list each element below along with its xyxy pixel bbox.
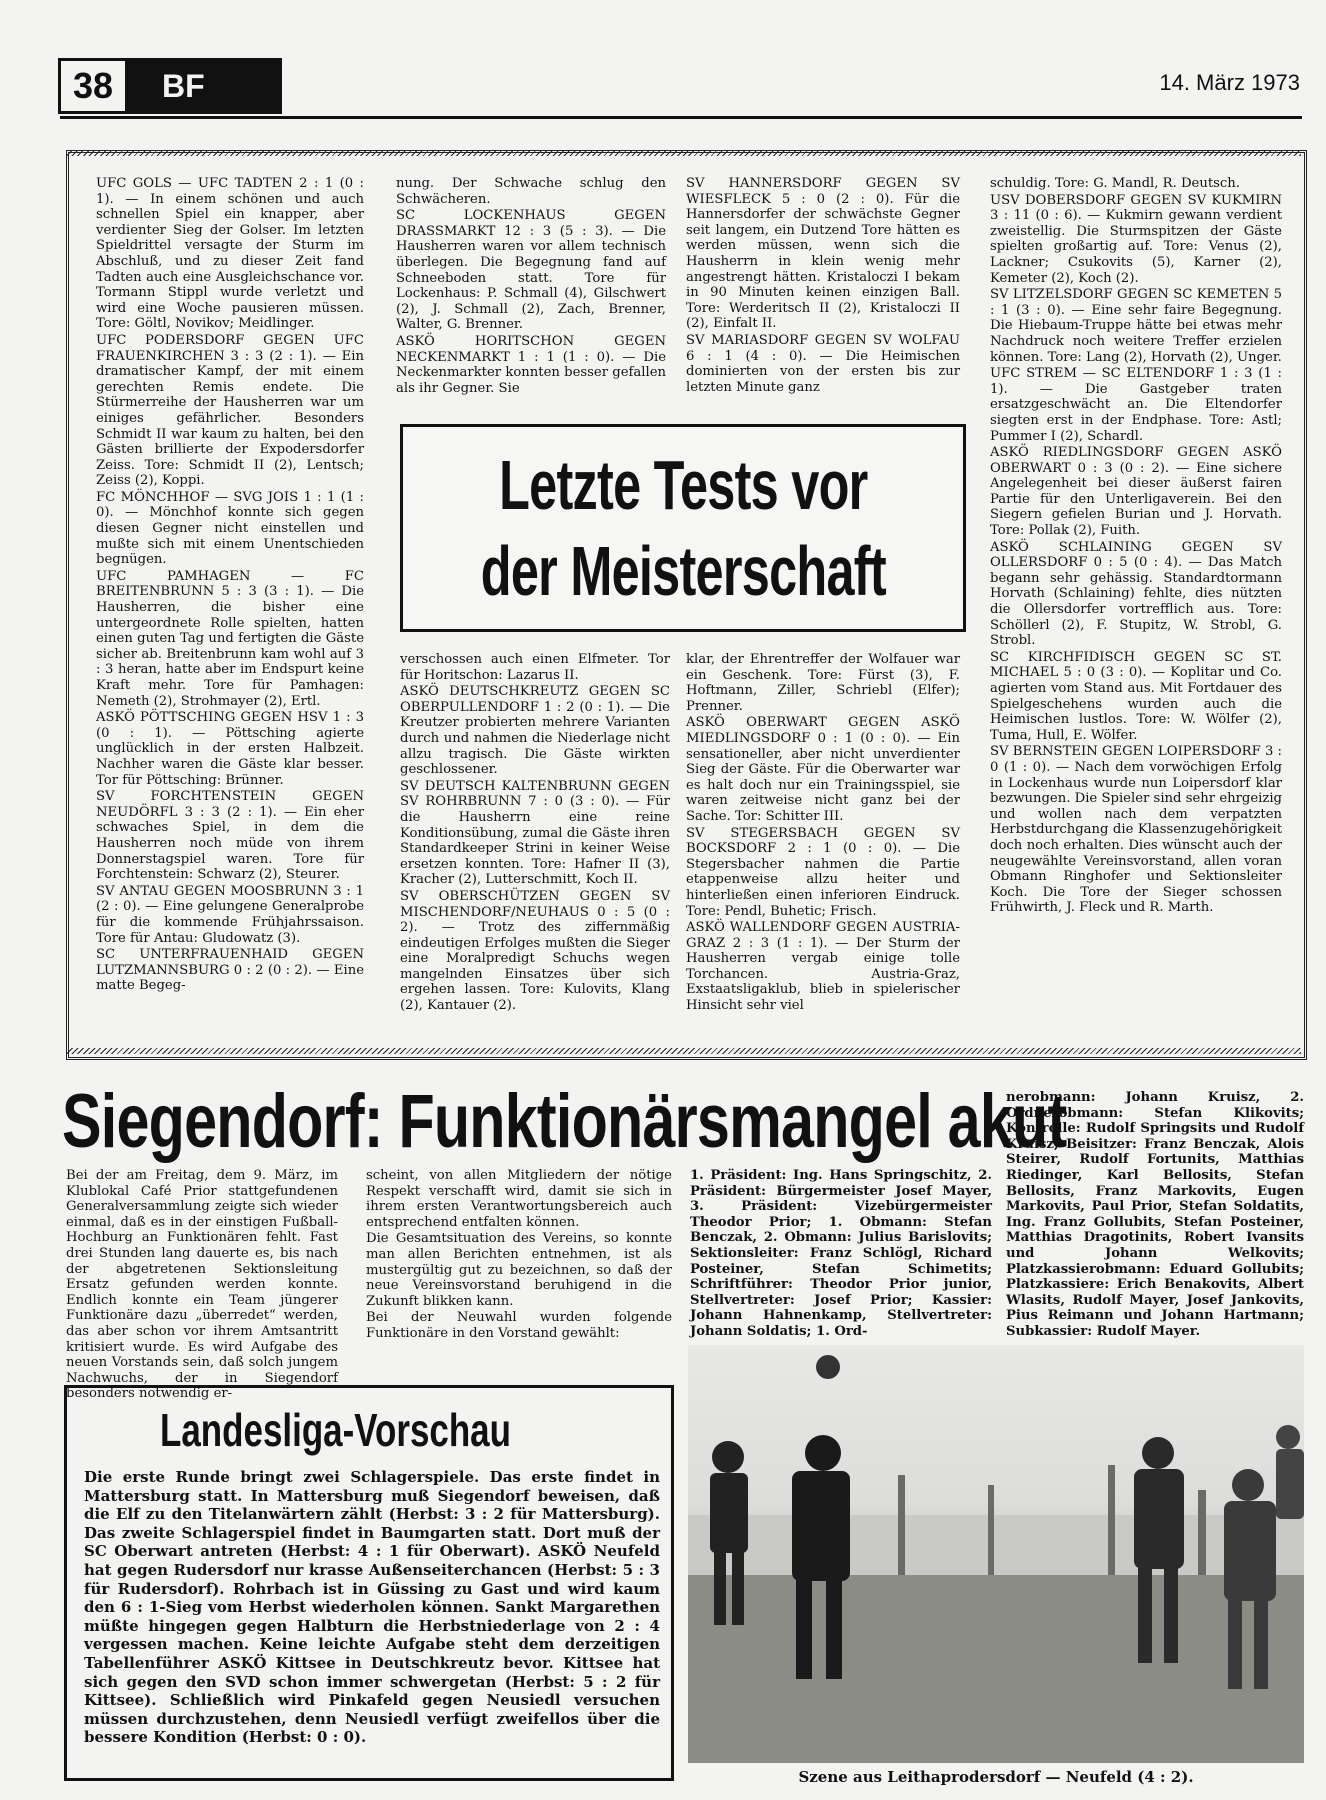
results-column-3-top: [686, 176, 960, 416]
article-paragraph: ASKÖ HORITSCHON GEGEN NECKENMARKT 1 : 1 (1 : 0). — Die Neckenmarkter konnten besser gefallen als ihr Gegner. Sie: [396, 333, 666, 396]
article-paragraph: SV DEUTSCH KALTENBRUNN GEGEN SV ROHRBRUNN 7 : 0 (3 : 0). — Für die Hausherrn eine reine Konditionsübung, zumal die Gäste ihren Standardkeeper Strini in keiner Weise ersetzen konnten. Tore: Hafner II (3), Kracher (2), Lutterschmitt, Koch II.: [400, 778, 670, 888]
issue-date: 14. März 1973: [1159, 70, 1300, 95]
article-paragraph: Bei der am Freitag, dem 9. März, im Klublokal Café Prior stattgefundenen Generalversammlung zeigte sich wieder einmal, daß es in der einstigen Fußball-Hochburg an Funktionären fehlt. Fast drei Stunden lang dauerte es, bis nach der abgetretenen Sektionsleitung Ersatz gefunden werden konnte. Endlich konnte ein Team jüngerer Funktionäre dazu „überredet“ werden, das aber schon vor ihrem Amtsantritt kritisiert wurde. Es wird Aufgabe des neuen Vorstands sein, daß solch jungem Nachwuchs, der in Siegendorf besonders notwendig er-: [66, 1168, 338, 1402]
article-paragraph: verschossen auch einen Elfmeter. Tor für Horitschon: Lazarus II.: [400, 652, 670, 683]
article-paragraph: ASKÖ OBERWART GEGEN ASKÖ MIEDLINGSDORF 0 : 1 (0 : 0). — Ein sensationeller, aber nicht unverdienter Sieg der Gäste. Für die Oberwarter war es halt doch nur ein Trainingsspiel, sie waren zeitweise nicht ganz bei der Sache. Tor: Schitter III.: [686, 715, 960, 824]
article-paragraph: SV LITZELSDORF GEGEN SC KEMETEN 5 : 1 (3 : 0). — Eine sehr faire Begegnung. Die Hiebaum-Truppe hätte bei etwas mehr Nachdruck noch weitere Treffer erzielen können. Tore: Lang (2), Horvath (2), Unger.: [990, 287, 1282, 365]
article-paragraph: Bei der Neuwahl wurden folgende Funktionäre in den Vorstand gewählt:: [366, 1310, 672, 1341]
page-number: 38: [61, 61, 128, 111]
headline-line-1: Letzte Tests vor: [498, 446, 868, 524]
results-column-2-top: [396, 176, 666, 416]
player-far-right: [1276, 1425, 1304, 1519]
article-paragraph: ASKÖ PÖTTSCHING GEGEN HSV 1 : 3 (0 : 1). — Pöttsching agierte unglücklich in der ersten Halbzeit. Nachher waren die Gäste klar besser. Tor für Pöttsching: Brünner.: [96, 710, 364, 788]
horizon: [688, 1515, 1304, 1575]
siegendorf-column-3: [690, 1168, 992, 1338]
article-paragraph: UFC PAMHAGEN — FC BREITENBRUNN 5 : 3 (3 : 1). — Die Hausherren, die bisher eine untergeordnete Rolle spielten, hatten einen guten Tag und fertigten die Gäste sicher ab. Breitenbrunn kam wohl auf 3 : 3 heran, hatte aber im Endspurt keine Kraft mehr. Tore für Pamhagen: Nemeth (2), Strohmayer (2), Ertl.: [96, 568, 364, 709]
article-paragraph: UFC STREM — SC ELTENDORF 1 : 3 (1 : 1). — Die Gastgeber traten ersatzgeschwächt an. Die Eltendorfer siegten erst in der Endphase. Tore: Astl; Pummer I (2), Schardl.: [990, 366, 1282, 444]
article-paragraph: UFC GOLS — UFC TADTEN 2 : 1 (0 : 1). — In einem schönen und auch schnellen Spiel ein knapper, aber verdienter Sieg der Golser. Im letzten Spieldrittel versagte der Sturm im Abschluß, und zu dieser Zeit fand Tadten auch eine Ausgleichschance vor. Tormann Stippl wurde verletzt und wird eine Woche pausieren müssen. Tore: Göltl, Novikov; Meidlinger.: [96, 176, 364, 332]
page-header-box: [58, 58, 282, 114]
article-paragraph: SV OBERSCHÜTZEN GEGEN SV MISCHENDORF/NEUHAUS 0 : 5 (0 : 2). — Trotz des ziffernmäßig eindeutigen Erfolges mußten die Sieger eine Moralpredigt Schuchs wegen mangelnden Einsatzes über sich ergehen lassen. Tore: Kulovits, Klang (2), Kantauer (2).: [400, 888, 670, 1014]
siegendorf-column-4: [1006, 1090, 1304, 1340]
article-paragraph: ASKÖ SCHLAINING GEGEN SV OLLERSDORF 0 : 5 (0 : 4). — Das Match begann sehr gehässig. Standardtormann Horvath (Schlaining) fehlte, dies nützten die Ollersdorfer vortrefflich aus. Tore: Schöllerl (2), F. Stupitz, W. Strobl, G. Strobl.: [990, 539, 1282, 649]
header-rule: [60, 116, 1302, 119]
article-paragraph: SC UNTERFRAUENHAID GEGEN LUTZMANNSBURG 0 : 2 (0 : 2). — Eine matte Begeg-: [96, 947, 364, 994]
article-paragraph: Die Gesamtsituation des Vereins, so konnte man allen Berichten entnehmen, ist als mustergültig gut zu bezeichnen, so daß der neue Vereinsvorstand beruhigend in die Zukunft blikken kann.: [366, 1231, 672, 1309]
siegendorf-headline: Siegendorf: Funktionärsmangel akut: [62, 1079, 1067, 1164]
article-paragraph: SV FORCHTENSTEIN GEGEN NEUDÖRFL 3 : 3 (2 : 1). — Ein eher schwaches Spiel, in dem die Hausherren noch müde von ihrem Donnerstagspiel waren. Tore für Forchtenstein: Schwarz (2), Steurer.: [96, 789, 364, 883]
article-paragraph: klar, der Ehrentreffer der Wolfauer war ein Geschenk. Tore: Fürst (3), F. Hoftmann, Ziller, Schriebl (Elfer); Prenner.: [686, 652, 960, 714]
article-paragraph: SV ANTAU GEGEN MOOSBRUNN 3 : 1 (2 : 0). — Eine gelungene Generalprobe für die kommende Frühjahrssaison. Tore für Antau: Gludowatz (3).: [96, 883, 364, 946]
results-column-3-bottom: [686, 652, 960, 1042]
article-paragraph: SV STEGERSBACH GEGEN SV BOCKSDORF 2 : 1 (0 : 0). — Die Stegersbacher nahmen die Partie etappenweise allzu heiter und hinterließen einen inferioren Eindruck. Tore: Pendl, Buhetic; Frisch.: [686, 825, 960, 919]
article-paragraph: SC KIRCHFIDISCH GEGEN SC ST. MICHAEL 5 : 0 (3 : 0). — Koplitar und Co. agierten vom Stand aus. Mit Fortdauer des Spielgeschehens wurden auch die Heimischen lustlos. Tore: W. Wölfer (2), Tuma, Hull, E. Wölfer.: [990, 649, 1282, 743]
article-paragraph: SV HANNERSDORF GEGEN SV WIESFLECK 5 : 0 (2 : 0). Für die Hannersdorfer der schwächste Gegner seit langem, ein Dutzend Tore hätten es werden müssen, wenn sich die Hausherrn in klein wenig mehr angestrengt hätten. Kristaloczi I bekam in 90 Minuten keinen einzigen Ball. Tore: Werderitsch II (2), Kristaloczi II (2), Einfalt II.: [686, 176, 960, 332]
article-paragraph: nerobmann: Johann Kruisz, 2. Ordnerobmann: Stefan Klikovits; Kontrolle: Rudolf Springsits und Rudolf Kruisz; Beisitzer: Franz Benczak, Alois Steirer, Rudolf Fortunits, Matthias Riedinger, Karl Bellosits, Stefan Bellosits, Franz Markovits, Eugen Markovits, Paul Prior, Stefan Soldatits, Ing. Franz Gollubits, Stefan Posteiner, Matthias Dragotinits, Robert Ivansits und Johann Welkovits; Platzkassierobmann: Eduard Gollubits; Platzkassiere: Erich Benakovits, Albert Wlasits, Rudolf Mayer, Josef Jankovits, Pius Reimann und Johann Hartmann; Subkassier: Rudolf Mayer.: [1006, 1090, 1304, 1339]
article-paragraph: UFC PODERSDORF GEGEN UFC FRAUENKIRCHEN 3 : 3 (2 : 1). — Ein dramatischer Kampf, der mit einem gerechten Remis endete. Die Stürmerreihe der Hausherren war um einiges gefährlicher. Besonders Schmidt II war kaum zu halten, bei den Gästen brillierte der Expodersdorfer Zeiss. Tore: Schmidt II (2), Lentsch; Zeiss (2), Koppi.: [96, 332, 364, 489]
article-paragraph: FC MÖNCHHOF — SVG JOIS 1 : 1 (1 : 0). — Mönchhof konnte sich gegen diesen Gegner nicht einstellen und mußte sich mit einem Unentschieden begnügen.: [96, 489, 364, 568]
photo-caption: Szene aus Leithaprodersdorf — Neufeld (4 : 2).: [798, 1768, 1194, 1786]
article-paragraph: ASKÖ RIEDLINGSDORF GEGEN ASKÖ OBERWART 0 : 3 (0 : 2). — Eine sichere Angelegenheit bei dieser äußerst fairen Partie für den Unterligaverein. Bei den Siegern gefielen Burian und J. Horvath. Tore: Pollak (2), Fuith.: [990, 445, 1282, 539]
headline-box: [400, 424, 966, 632]
match-photo: [688, 1345, 1304, 1763]
results-column-4: [990, 176, 1282, 1040]
article-paragraph: ASKÖ DEUTSCHKREUTZ GEGEN SC OBERPULLENDORF 1 : 2 (0 : 1). — Die Kreutzer probierten mehrere Varianten durch und nahmen die Niederlage nicht allzu tragisch. Die Gäste wirkten geschlossener.: [400, 684, 670, 778]
vorschau-body: Die erste Runde bringt zwei Schlagerspiele. Das erste findet in Mattersburg statt. In Mattersburg muß Siegendorf beweisen, daß die Elf zu den Titelanwärtern zählt (Herbst: 3 : 2 für Mattersburg). Das zweite Schlagerspiel findet in Baumgarten statt. Dort muß der SC Oberwart antreten (Herbst: 4 : 1 für Oberwart). ASKÖ Neufeld hat gegen Rudersdorf nur krasse Außenseiterchancen (Herbst: 5 : 3 für Rudersdorf). Rohrbach ist in Güssing zu Gast und wird kaum den 6 : 1-Sieg vom Herbst wiederholen können. Sankt Margarethen müßte hingegen gegen Halbturn die Herbstniederlage von 2 : 4 vergessen machen. Keine leichte Aufgabe steht dem derzeitigen Tabellenführer ASKÖ Kittsee in Deutschkreutz bevor. Kittsee hat sich gegen den SVD schon immer schwergetan (Herbst: 5 : 2 für Kittsee). Schließlich wird Pinkafeld gegen Neusiedl versuchen müssen durchzustehen, denn Neusiedl verfügt zweifellos über die bessere Kondition (Herbst: 0 : 0).: [84, 1468, 660, 1747]
results-column-1: [96, 176, 364, 1040]
article-paragraph: nung. Der Schwache schlug den Schwächeren.: [396, 176, 666, 207]
headline: [480, 442, 885, 614]
article-paragraph: SV BERNSTEIN GEGEN LOIPERSDORF 3 : 0 (1 : 0). — Nach dem vorwöchigen Erfolg in Lockenhaus wurde nun Loipersdorf klar bezwungen. Die Spieler sind sehr ehrgeizig und wollen nach dem verpatzten Herbstdurchgang die Klassenzugehörigkeit doch noch erhalten. Dies wünscht auch der neugewählte Vereinsvorstand, allen voran Obmann Ringhofer und Sektionsleiter Koch. Die Tore der Sieger schossen Frühwirth, J. Fleck und R. Marth.: [990, 744, 1282, 916]
ball: [816, 1355, 840, 1379]
article-paragraph: SC LOCKENHAUS GEGEN DRASSMARKT 12 : 3 (5 : 3). — Die Hausherren waren vor allem technisch überlegen. Die Begegnung fand auf Schneeboden statt. Tore für Lockenhaus: P. Schmall (4), Gilschwert (2), J. Schmall (2), Zach, Brenner, Walter, G. Brenner.: [396, 208, 666, 333]
headline-line-2: der Meisterschaft: [480, 532, 886, 610]
siegendorf-column-2: [366, 1168, 672, 1378]
article-paragraph: USV DOBERSDORF GEGEN SV KUKMIRN 3 : 11 (0 : 6). — Kukmirn gewann verdient zweistellig. Die Sturmspitzen der Gäste spielten großartig auf. Tore: Venus (2), Lackner; Csukovits (5), Karner (2), Kemeter (2), Koch (2).: [990, 192, 1282, 286]
vorschau-title: Landesliga-Vorschau: [160, 1404, 511, 1456]
article-paragraph: schuldig. Tore: G. Mandl, R. Deutsch.: [990, 176, 1240, 191]
pitch: [688, 1565, 1304, 1763]
article-paragraph: 1. Präsident: Ing. Hans Springschitz, 2. Präsident: Bürgermeister Josef Mayer, 3. Präsident: Vizebürgermeister Theodor Prior; 1. Obmann: Stefan Benczak, 2. Obmann: Julius Barislovits; Sektionsleiter: Franz Schlögl, Richard Posteiner, Stefan Schimetits; Schriftführer: Theodor Prior junior, Stellvertreter: Josef Prior; Kassier: Johann Hahnenkamp, Stellvertreter: Johann Soldatis; 1. Ord-: [690, 1168, 992, 1339]
frame-bottom-border: [66, 1048, 1301, 1054]
siegendorf-column-1: [66, 1168, 338, 1402]
photo-illustration: [688, 1345, 1304, 1763]
article-paragraph: SV MARIASDORF GEGEN SV WOLFAU 6 : 1 (4 : 0). — Die Heimischen dominierten von der ersten bis zur letzten Minute ganz: [686, 332, 960, 395]
article-paragraph: ASKÖ WALLENDORF GEGEN AUSTRIA-GRAZ 2 : 3 (1 : 1). — Der Sturm der Hausherren vergab einige tolle Torchancen. Austria-Graz, Exstaatsligaklub, blieb in spielerischer Hinsicht sehr viel: [686, 920, 960, 1014]
article-paragraph: scheint, von allen Mitgliedern der nötige Respekt verschafft wird, damit sie sich in ihrem ersten Verantwortungsbereich auch entsprechend entfalten können.: [366, 1168, 672, 1230]
results-column-2-bottom: [400, 652, 670, 1042]
section-label: BF: [162, 67, 205, 104]
